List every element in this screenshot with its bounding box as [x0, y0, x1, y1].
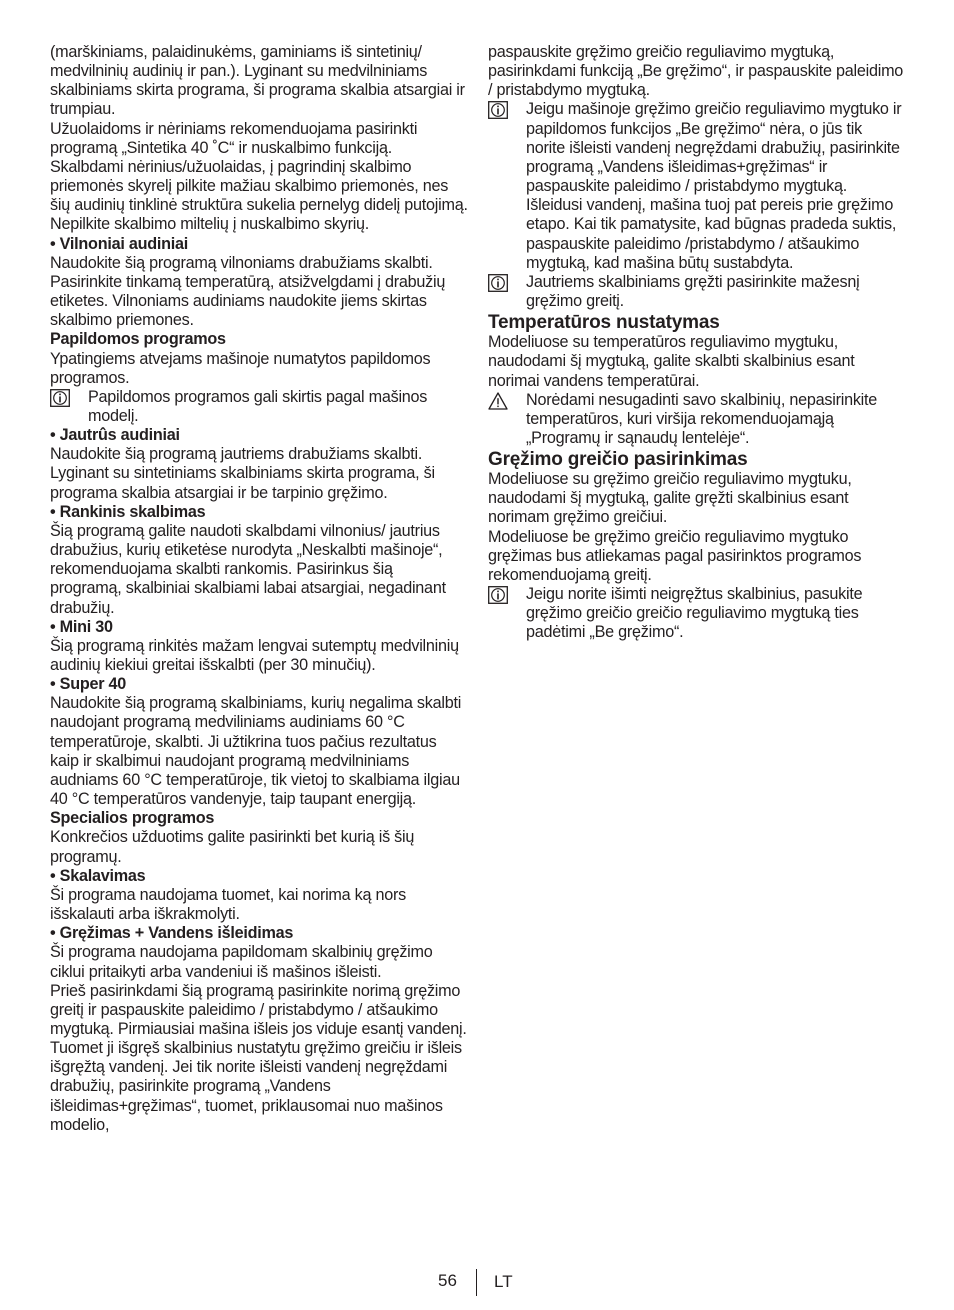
program-heading-super40: • Super 40 — [50, 675, 127, 694]
footer-divider — [476, 1269, 477, 1296]
paragraph: Šią programą galite naudoti skalbdami vilnonius/ jautrius drabužius, kurių etiketėse nurodyta „Neskalbti mašinoje“, rekomenduojama skalbti rankomis. Pasirinkus šią programą, skalbiniai skalbiami labai atsargiai, negadinant drabužių. — [50, 521, 446, 617]
paragraph: Naudokite šią programą vilnoniams drabužiams skalbti. Pasirinkite tinkamą temperatūrą, atsižvelgdami į drabužių etiketes. Vilnoniams audiniams naudokite jiems skirtas skalbimo priemones. — [50, 253, 446, 330]
paragraph: Modeliuose su temperatūros reguliavimo mygtuku, naudodami šį mygtuką, galite skalbti skalbinius esant norimai vandens temperatūrai. — [488, 333, 855, 390]
note-text: Jeigu norite išimti neigręžtus skalbinius, pasukite gręžimo greičio greičio reguliavimo mygtuką ties padėtimi „Be gręžimo“. — [526, 585, 863, 642]
section-heading-temperature: Temperatūros nustatymas — [488, 312, 720, 334]
paragraph: Ši programa naudojama papildomam skalbinių gręžimo ciklui pritaikyti arba vandeniui iš mašinos išleisti. — [50, 943, 433, 981]
program-heading-delicates: • Jautrûs audiniai — [50, 426, 180, 445]
paragraph: Modeliuose be gręžimo greičio reguliavimo mygtuko gręžimas bus atliekamas pagal pasirinktos programos rekomenduojamą greitį. — [488, 527, 862, 584]
right-column — [488, 43, 904, 643]
section-heading-spin-speed: Gręžimo greičio pasirinkimas — [488, 449, 748, 471]
info-icon — [50, 389, 70, 407]
language-code: LT — [494, 1272, 513, 1291]
program-heading-spin-drain: • Gręžimas + Vandens išleidimas — [50, 924, 294, 943]
paragraph: Modeliuose su gręžimo greičio reguliavimo mygtuku, naudodami šį mygtuką, galite gręžti skalbinius esant norimam gręžimo greičiui. — [488, 470, 852, 527]
page-footer — [0, 1271, 954, 1295]
info-icon — [488, 101, 508, 119]
note-text: Norėdami nesugadinti savo skalbinių, nepasirinkite temperatūros, kuri viršija rekomenduojamąją „Programų ir sąnaudų lentelėje“. — [526, 390, 878, 447]
warning-note — [488, 391, 904, 448]
section-heading-additional: Papildomos programos — [50, 330, 226, 349]
note-text: Papildomos programos gali skirtis pagal mašinos modelį. — [88, 387, 428, 425]
paragraph: Ši programa naudojama tuomet, kai norima ką nors išskalauti arba iškrakmolyti. — [50, 885, 406, 924]
paragraph: Naudokite šią programą jautriems drabužiams skalbti. Lyginant su sintetiniams skalbiniams skirta programa, ši programa skalbia atsargiai ir be tarpinio gręžimo. — [50, 445, 435, 502]
paragraph: Naudokite šią programą skalbiniams, kurių negalima skalbti naudojant programą medviliniams audiniams 60 °C temperatūroje, skalbti. Ji užtikrina tuos pačius rezultatus kaip ir skalbimui naudojant programą medvilniniams audniams 60 °C temperatūroje, tik vietoj to skalbiama ilgiau 40 °C temperatūros vandenyje, taip taupant energiją. — [50, 694, 462, 809]
left-column — [50, 43, 468, 1135]
paragraph: paspauskite gręžimo greičio reguliavimo mygtuką, pasirinkdami funkciją „Be gręžimo“, ir paspauskite paleidimo / pristabdymo mygtuką. — [488, 43, 904, 100]
note-text: Jautriems skalbiniams gręžti pasirinkite mažesnį gręžimo greitį. — [526, 272, 860, 311]
info-note — [488, 100, 904, 272]
paragraph: Šią programą rinkitės mažam lengvai sutemptų medvilninių audinių kiekiui greitai išskalbti (per 30 minučių). — [50, 636, 459, 674]
paragraph: Ypatingiems atvejams mašinoje numatytos papildomos programos. — [50, 349, 431, 387]
paragraph: (marškiniams, palaidinukėms, gaminiams iš sintetinių/ medvilninių audinių ir pan.). Lyginant su medvilniniams skalbiniams skirta programa, ši programa skalbia atsargiai ir trumpiau. — [50, 43, 465, 119]
section-heading-special: Specialios programos — [50, 809, 215, 828]
info-note — [488, 585, 904, 642]
paragraph: Konkrečios užduotims galite pasirinkti bet kurią iš šių programų. — [50, 828, 415, 866]
paragraph: Prieš pasirinkdami šią programą pasirinkite norimą gręžimo greitį ir paspauskite paleidimo / pristabdymo / atšaukimo mygtuką. Pirmiausiai mašina išleis jos viduje esantį vandenį. Tuomet ji išgręš skalbinius nustatytu gręžimo greičiu ir išleis išgręžtą vandenį. Jei tik norite išleisti vandenį negręždami drabužių, pasirinkite programą „Vandens išleidimas+gręžimas“, tuomet, priklausomai nuo mašinos modelio, — [50, 981, 467, 1134]
paragraph: Užuolaidoms ir nėriniams rekomenduojama pasirinkti programą „Sintetika 40 ˚C“ ir nuskalbimo funkciją. Skalbdami nėrinius/užuolaidas, į pagrindinį skalbimo priemonės skyrelį pilkite mažiau skalbimo priemonės, nes šių audinių tinklinė struktūra sukelia pernelyg didelį putojimą. Nepilkite skalbimo miltelių į nuskalbimo skyrių. — [50, 119, 468, 234]
info-note — [50, 388, 468, 426]
info-icon — [488, 586, 508, 604]
info-icon — [488, 274, 508, 292]
warning-triangle-icon — [488, 392, 508, 410]
program-heading-handwash: • Rankinis skalbimas — [50, 502, 206, 521]
program-heading-wool: • Vilnoniai audiniai — [50, 234, 188, 253]
note-text: Jeigu mašinoje gręžimo greičio reguliavimo mygtuko ir papildomos funkcijos „Be gręžimo“ nėra, o jūs tik norite išleisti vandenį negręždami drabužių, pasirinkite programą „Vandens išleidimas+gręžimas“ ir paspauskite paleidimo / pristabdymo mygtuką. Išleidusi vandenį, mašina tuoj pat pereis prie gręžimo etapo. Kai tik pamatysite, kad būgnas pradeda suktis, paspauskite paleidimo /pristabdymo / atšaukimo mygtuką, kad mašina būtų sustabdyta. — [526, 100, 902, 272]
program-heading-mini30: • Mini 30 — [50, 617, 113, 636]
info-note — [488, 273, 904, 311]
page-number: 56 — [438, 1271, 457, 1290]
program-heading-rinse: • Skalavimas — [50, 866, 146, 885]
